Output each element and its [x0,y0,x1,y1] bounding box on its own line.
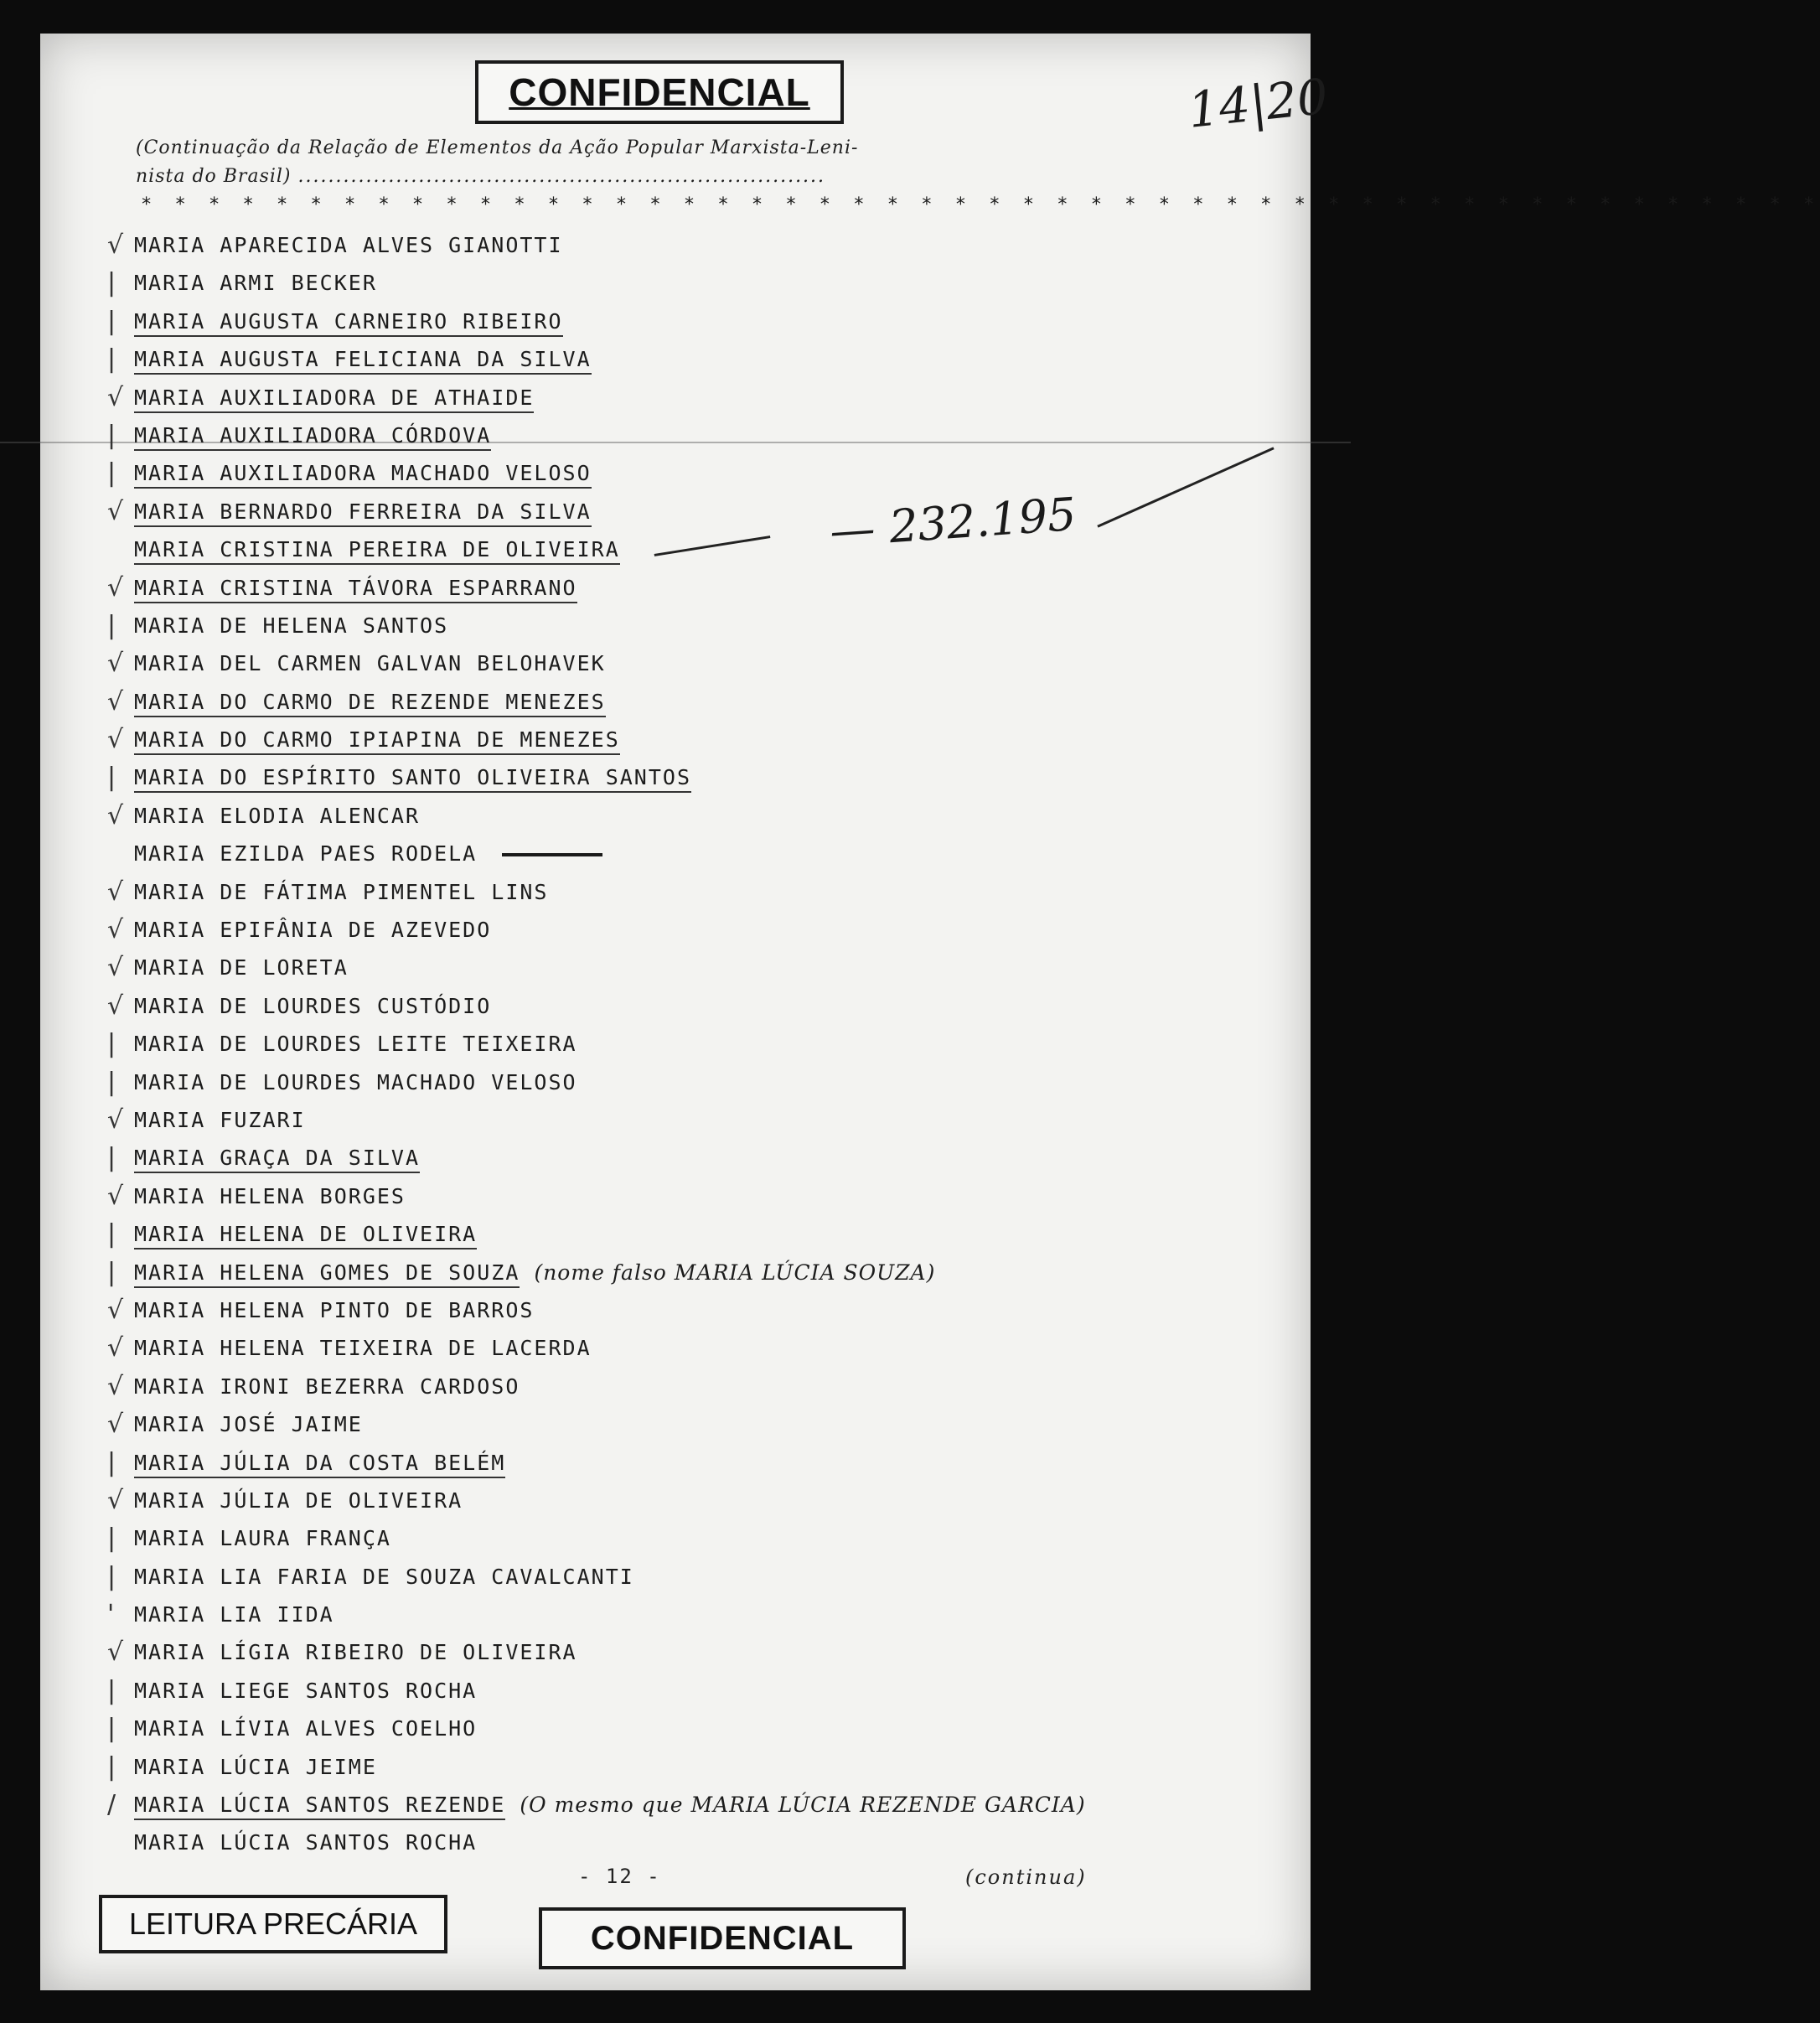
list-item: ' MARIA LIA IIDA [134,1596,1223,1633]
check-mark-icon: √ [107,1638,126,1668]
check-mark-icon: | [107,1219,118,1250]
handwritten-number: — 232.195 [828,487,1078,558]
check-mark-icon: | [107,610,118,640]
list-item: | MARIA LÚCIA JEIME [134,1748,1223,1786]
list-item: √ MARIA DE LOURDES CUSTÓDIO [134,987,1223,1025]
check-mark-icon: √ [107,1295,126,1325]
list-item: | MARIA HELENA GOMES DE SOUZA (nome falso MARIA LÚCIA SOUZA) [134,1254,1223,1291]
list-item: | MARIA AUXILIADORA CÓRDOVA [134,416,1223,454]
list-item: √ MARIA FUZARI [134,1101,1223,1139]
check-mark-icon: | [107,306,118,336]
list-item: MARIA LÚCIA SANTOS ROCHA [134,1830,478,1855]
confidencial-stamp-bottom: CONFIDENCIAL [539,1907,906,1969]
list-item: √ MARIA HELENA TEIXEIRA DE LACERDA [134,1329,1223,1367]
check-mark-icon: √ [107,572,126,603]
header-line-2-text: nista do Brasil) [136,166,292,187]
check-mark-icon: ' [107,1600,116,1630]
list-item: | MARIA GRAÇA DA SILVA [134,1139,1223,1177]
check-mark-icon: √ [107,991,126,1021]
continua-label: (continua) [965,1865,1087,1889]
check-mark-icon: √ [107,230,126,260]
list-item: √ MARIA DE FÁTIMA PIMENTEL LINS [134,873,1223,911]
check-mark-icon: √ [107,649,126,679]
false-name-note: (nome falso MARIA LÚCIA SOUZA) [534,1260,936,1285]
list-item: | MARIA DE LOURDES LEITE TEIXEIRA [134,1025,1223,1063]
list-item: | MARIA DE LOURDES MACHADO VELOSO [134,1063,1223,1101]
list-item: √ MARIA DE LORETA [134,949,1223,986]
check-mark-icon: | [107,1561,118,1591]
confidencial-stamp-top: CONFIDENCIAL [475,60,844,124]
header-line-2 [136,163,1183,191]
list-item: | MARIA DE HELENA SANTOS [134,607,1223,644]
check-mark-icon: / [107,1790,118,1820]
check-mark-icon: | [107,763,118,793]
check-mark-icon: | [107,1143,118,1173]
leitura-precaria-stamp: LEITURA PRECÁRIA [99,1895,447,1953]
list-item: √ MARIA ELODIA ALENCAR [134,797,1223,835]
list-item: √ MARIA AUXILIADORA DE ATHAIDE [134,379,1223,416]
check-mark-icon: √ [107,686,126,717]
list-item: | MARIA JÚLIA DA COSTA BELÉM [134,1444,1223,1482]
separator-stars: * * * * * * * * * * * * * * * * * * * * * * * * * * * * * * * * * * * * * * * * * * * * * * * * * * [141,194,1820,215]
header-line-1: (Continuação da Relação de Elementos da Ação Popular Marxista-Leni- [136,137,859,158]
list-item: √ MARIA IRONI BEZERRA CARDOSO [134,1368,1223,1405]
list-item: | MARIA AUXILIADORA MACHADO VELOSO [134,454,1223,492]
check-mark-icon: | [107,1524,118,1554]
check-mark-icon: | [107,1675,118,1705]
check-mark-icon: √ [107,725,126,755]
list-item: √ MARIA DO CARMO DE REZENDE MENEZES [134,683,1223,721]
list-item: MARIA EZILDA PAES RODELA [134,835,1223,872]
list-item: | MARIA AUGUSTA FELICIANA DA SILVA [134,340,1223,378]
check-mark-icon: | [107,1751,118,1782]
list-item: MARIA CRISTINA PEREIRA DE OLIVEIRA [134,530,1223,568]
check-mark-icon: √ [107,953,126,983]
handwritten-folio: 14|20 [1185,67,1331,139]
list-item: | MARIA LIEGE SANTOS ROCHA [134,1672,1223,1710]
list-item: √ MARIA DO CARMO IPIAPINA DE MENEZES [134,721,1223,758]
hand-dash [502,853,602,856]
check-mark-icon: | [107,268,118,298]
list-item: √ MARIA EPIFÂNIA DE AZEVEDO [134,911,1223,949]
list-item: √ MARIA JÚLIA DE OLIVEIRA [134,1482,1223,1519]
check-mark-icon: | [107,1257,118,1287]
check-mark-icon: | [107,1447,118,1477]
list-item: √ MARIA JOSÉ JAIME [134,1405,1223,1443]
list-item: | MARIA LÍVIA ALVES COELHO [134,1710,1223,1747]
list-item: | MARIA ARMI BECKER [134,264,1223,302]
list-item: | MARIA AUGUSTA CARNEIRO RIBEIRO [134,303,1223,340]
list-item: √ MARIA DEL CARMEN GALVAN BELOHAVEK [134,644,1223,682]
check-mark-icon: √ [107,915,126,945]
list-item: | MARIA LAURA FRANÇA [134,1519,1223,1557]
check-mark-icon: √ [107,1371,126,1401]
check-mark-icon: | [107,1029,118,1059]
check-mark-icon: √ [107,1485,126,1515]
check-mark-icon: | [107,458,118,489]
check-mark-icon: √ [107,1105,126,1135]
list-item: √ MARIA HELENA PINTO DE BARROS [134,1291,1223,1329]
page-number: - 12 - [578,1865,661,1888]
check-mark-icon: √ [107,877,126,907]
check-mark-icon: √ [107,1410,126,1440]
check-mark-icon: √ [107,496,126,526]
list-item: | MARIA LIA FARIA DE SOUZA CAVALCANTI [134,1558,1223,1596]
list-item: | MARIA HELENA DE OLIVEIRA [134,1215,1223,1253]
check-mark-icon: √ [107,1333,126,1363]
list-item: √ MARIA LÍGIA RIBEIRO DE OLIVEIRA [134,1633,1223,1671]
check-mark-icon: | [107,1067,118,1097]
check-mark-icon: √ [107,800,126,830]
check-mark-icon: | [107,344,118,375]
list-item: √ MARIA HELENA BORGES [134,1177,1223,1215]
list-item: √ MARIA APARECIDA ALVES GIANOTTI [134,226,1223,264]
check-mark-icon: | [107,1714,118,1744]
check-mark-icon: | [107,420,118,450]
list-item: √ MARIA BERNARDO FERREIRA DA SILVA [134,493,1223,530]
alias-note: (O mesmo que MARIA LÚCIA REZENDE GARCIA) [520,1793,1086,1818]
list-item: | MARIA DO ESPÍRITO SANTO OLIVEIRA SANTOS [134,758,1223,796]
check-mark-icon: √ [107,382,126,412]
names-list [107,226,1223,1862]
dot-leader: ...................................................................... [297,166,826,187]
check-mark-icon: √ [107,1181,126,1211]
list-item: / MARIA LÚCIA SANTOS REZENDE (O mesmo que MARIA LÚCIA REZENDE GARCIA) [134,1786,1223,1824]
list-item: √ MARIA CRISTINA TÁVORA ESPARRANO [134,569,1223,607]
document-header [136,134,1183,191]
